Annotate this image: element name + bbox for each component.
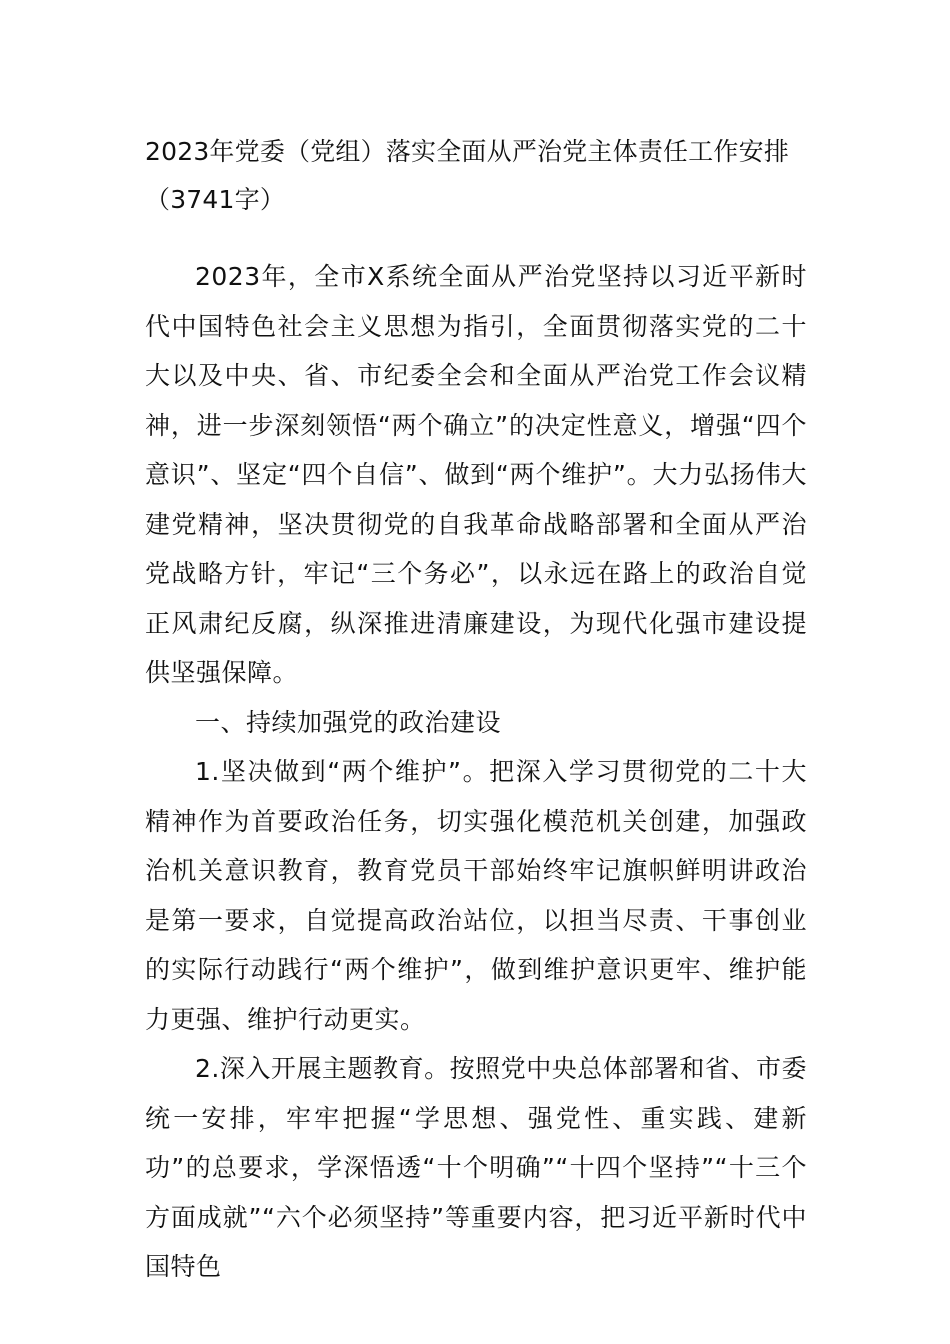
document-body	[145, 252, 807, 1292]
document-title: 2023年党委（党组）落实全面从严治党主体责任工作安排（3741字）	[145, 137, 790, 214]
item-paragraph-two-maintains: 1.坚决做到“两个维护”。把深入学习贯彻党的二十大精神作为首要政治任务，切实强化模范机关创建，加强政治机关意识教育，教育党员干部始终牢记旗帜鲜明讲政治是第一要求，自觉提高政治站位，以担当尽责、干事创业的实际行动践行“两个维护”，做到维护意识更牢、维护能力更强、维护行动更实。	[145, 757, 807, 1034]
section-heading-political-building: 一、持续加强党的政治建设	[195, 707, 502, 737]
item-paragraph-theme-education: 2.深入开展主题教育。按照党中央总体部署和省、市委统一安排，牢牢把握“学思想、强党性、重实践、建新功”的总要求，学深悟透“十个明确”“十四个坚持”“十三个方面成就”“六个必须坚持”等重要内容，把习近平新时代中国特色	[145, 1054, 807, 1281]
intro-paragraph: 2023年，全市X系统全面从严治党坚持以习近平新时代中国特色社会主义思想为指引，全面贯彻落实党的二十大以及中央、省、市纪委全会和全面从严治党工作会议精神，进一步深刻领悟“两个确立”的决定性意义，增强“四个意识”、坚定“四个自信”、做到“两个维护”。大力弘扬伟大建党精神，坚决贯彻党的自我革命战略部署和全面从严治党战略方针，牢记“三个务必”，以永远在路上的政治自觉正风肃纪反腐，纵深推进清廉建设，为现代化强市建设提供坚强保障。	[145, 262, 807, 687]
